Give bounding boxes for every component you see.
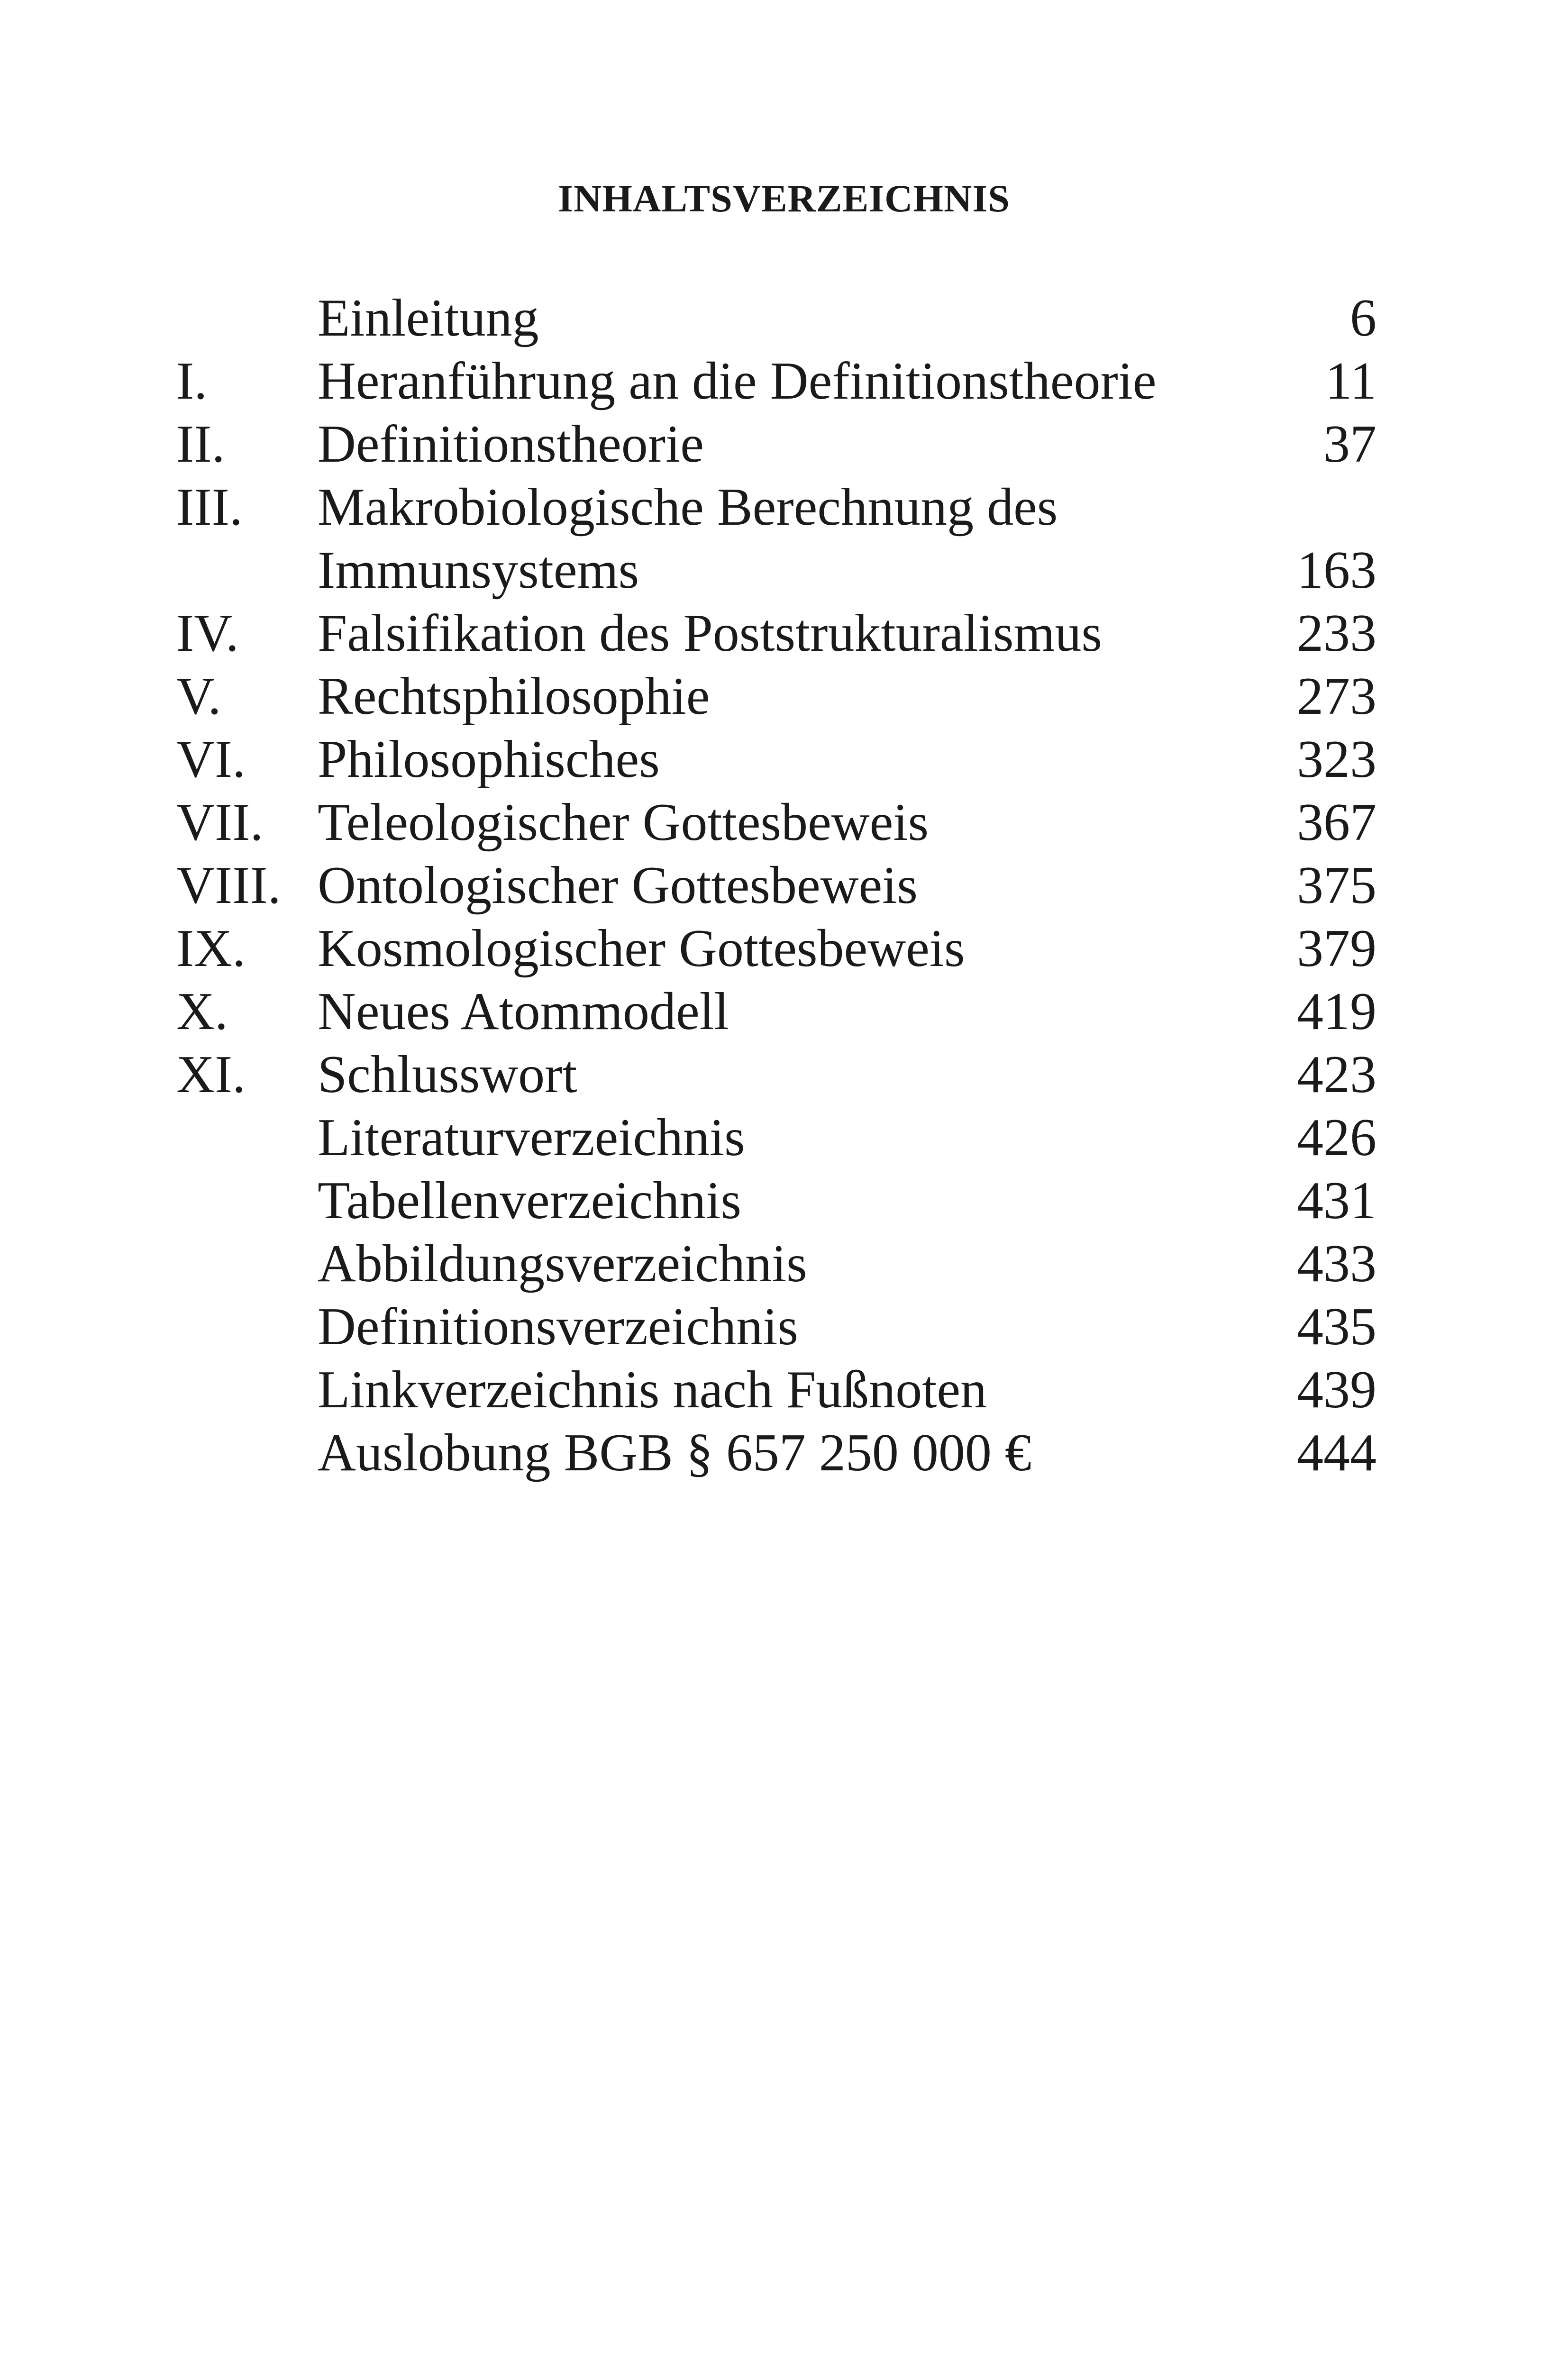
page-title: INHALTSVERZEICHNIS <box>558 177 1010 220</box>
toc-entry-page: 375 <box>1297 856 1377 915</box>
toc-entry-page: 435 <box>1297 1297 1377 1356</box>
toc-entry <box>176 350 1377 413</box>
toc-entry-title: Heranführung an die Definitionstheorie <box>318 352 1157 410</box>
toc-entry-page: 11 <box>1325 352 1377 410</box>
toc-entry-title: Tabellenverzeichnis <box>318 1171 741 1230</box>
toc-entry-continuation <box>176 539 1377 602</box>
toc-entry <box>176 413 1377 476</box>
toc-entry-page: 423 <box>1297 1045 1377 1104</box>
toc-entry-page: 37 <box>1323 415 1377 474</box>
toc-entry-title: Literaturverzeichnis <box>318 1108 745 1167</box>
toc-entry <box>176 1295 1377 1358</box>
toc-entry-page: 426 <box>1297 1108 1377 1167</box>
toc-entry-title: Schlusswort <box>318 1045 577 1104</box>
toc-entry-title: Auslobung BGB § 657 250 000 € <box>318 1423 1031 1482</box>
toc-entry-title: Kosmologischer Gottesbeweis <box>318 919 965 978</box>
toc-entry <box>176 1358 1377 1422</box>
toc-entry-page: 323 <box>1297 730 1377 789</box>
toc-entry <box>176 728 1377 791</box>
toc-entry-title: Neues Atommodell <box>318 982 729 1041</box>
toc-entry <box>176 1422 1377 1485</box>
toc-entry-number: X. <box>176 982 228 1041</box>
toc-entry-title: Rechtsphilosophie <box>318 667 710 726</box>
toc-entry <box>176 287 1377 350</box>
toc-entry-title: Einleitung <box>318 289 539 347</box>
toc-entry <box>176 602 1377 665</box>
toc-entry-number: IV. <box>176 604 239 663</box>
toc-entry-title: Linkverzeichnis nach Fußnoten <box>318 1360 987 1419</box>
toc-entry-number: II. <box>176 415 225 474</box>
toc-entry-title: Philosophisches <box>318 730 660 789</box>
toc-entry-title: Teleologischer Gottesbeweis <box>318 793 929 852</box>
toc-entry-number: V. <box>176 667 221 726</box>
toc-entry <box>176 917 1377 980</box>
toc-entry-number: XI. <box>176 1045 246 1104</box>
toc-entry <box>176 1232 1377 1295</box>
toc-entry <box>176 980 1377 1043</box>
toc-entry <box>176 791 1377 854</box>
toc-entry-number: I. <box>176 352 208 410</box>
toc-entry-title: Makrobiologische Berechnung des <box>318 478 1058 537</box>
toc-entry <box>176 1169 1377 1232</box>
toc-entry-page: 444 <box>1297 1423 1377 1482</box>
toc-entry <box>176 1043 1377 1106</box>
toc-entry-title: Falsifikation des Poststrukturalismus <box>318 604 1103 663</box>
toc-entry-title: Definitionstheorie <box>318 415 704 474</box>
toc-entry-number: VIII. <box>176 856 281 915</box>
toc-entry-title: Abbildungsverzeichnis <box>318 1234 807 1293</box>
toc-entry-number: VI. <box>176 730 246 789</box>
toc-entry-title: Immunsystems <box>318 541 639 600</box>
toc-entry-number: VII. <box>176 793 264 852</box>
toc-entry <box>176 1106 1377 1169</box>
toc-entry-page: 163 <box>1297 541 1377 600</box>
toc-entry-page: 431 <box>1297 1171 1377 1230</box>
toc-entry-page: 379 <box>1297 919 1377 978</box>
toc-entry <box>176 854 1377 917</box>
toc-entry-title: Definitionsverzeichnis <box>318 1297 798 1356</box>
toc-entry-page: 6 <box>1350 289 1377 347</box>
toc-entry-number: IX. <box>176 919 246 978</box>
table-of-contents <box>176 287 1377 1485</box>
toc-entry <box>176 665 1377 728</box>
toc-entry-page: 419 <box>1297 982 1377 1041</box>
toc-entry-page: 273 <box>1297 667 1377 726</box>
toc-entry-page: 367 <box>1297 793 1377 852</box>
toc-entry-title: Ontologischer Gottesbeweis <box>318 856 918 915</box>
toc-entry <box>176 476 1377 539</box>
toc-entry-page: 233 <box>1297 604 1377 663</box>
toc-entry-number: III. <box>176 478 243 537</box>
toc-entry-page: 439 <box>1297 1360 1377 1419</box>
toc-entry-page: 433 <box>1297 1234 1377 1293</box>
